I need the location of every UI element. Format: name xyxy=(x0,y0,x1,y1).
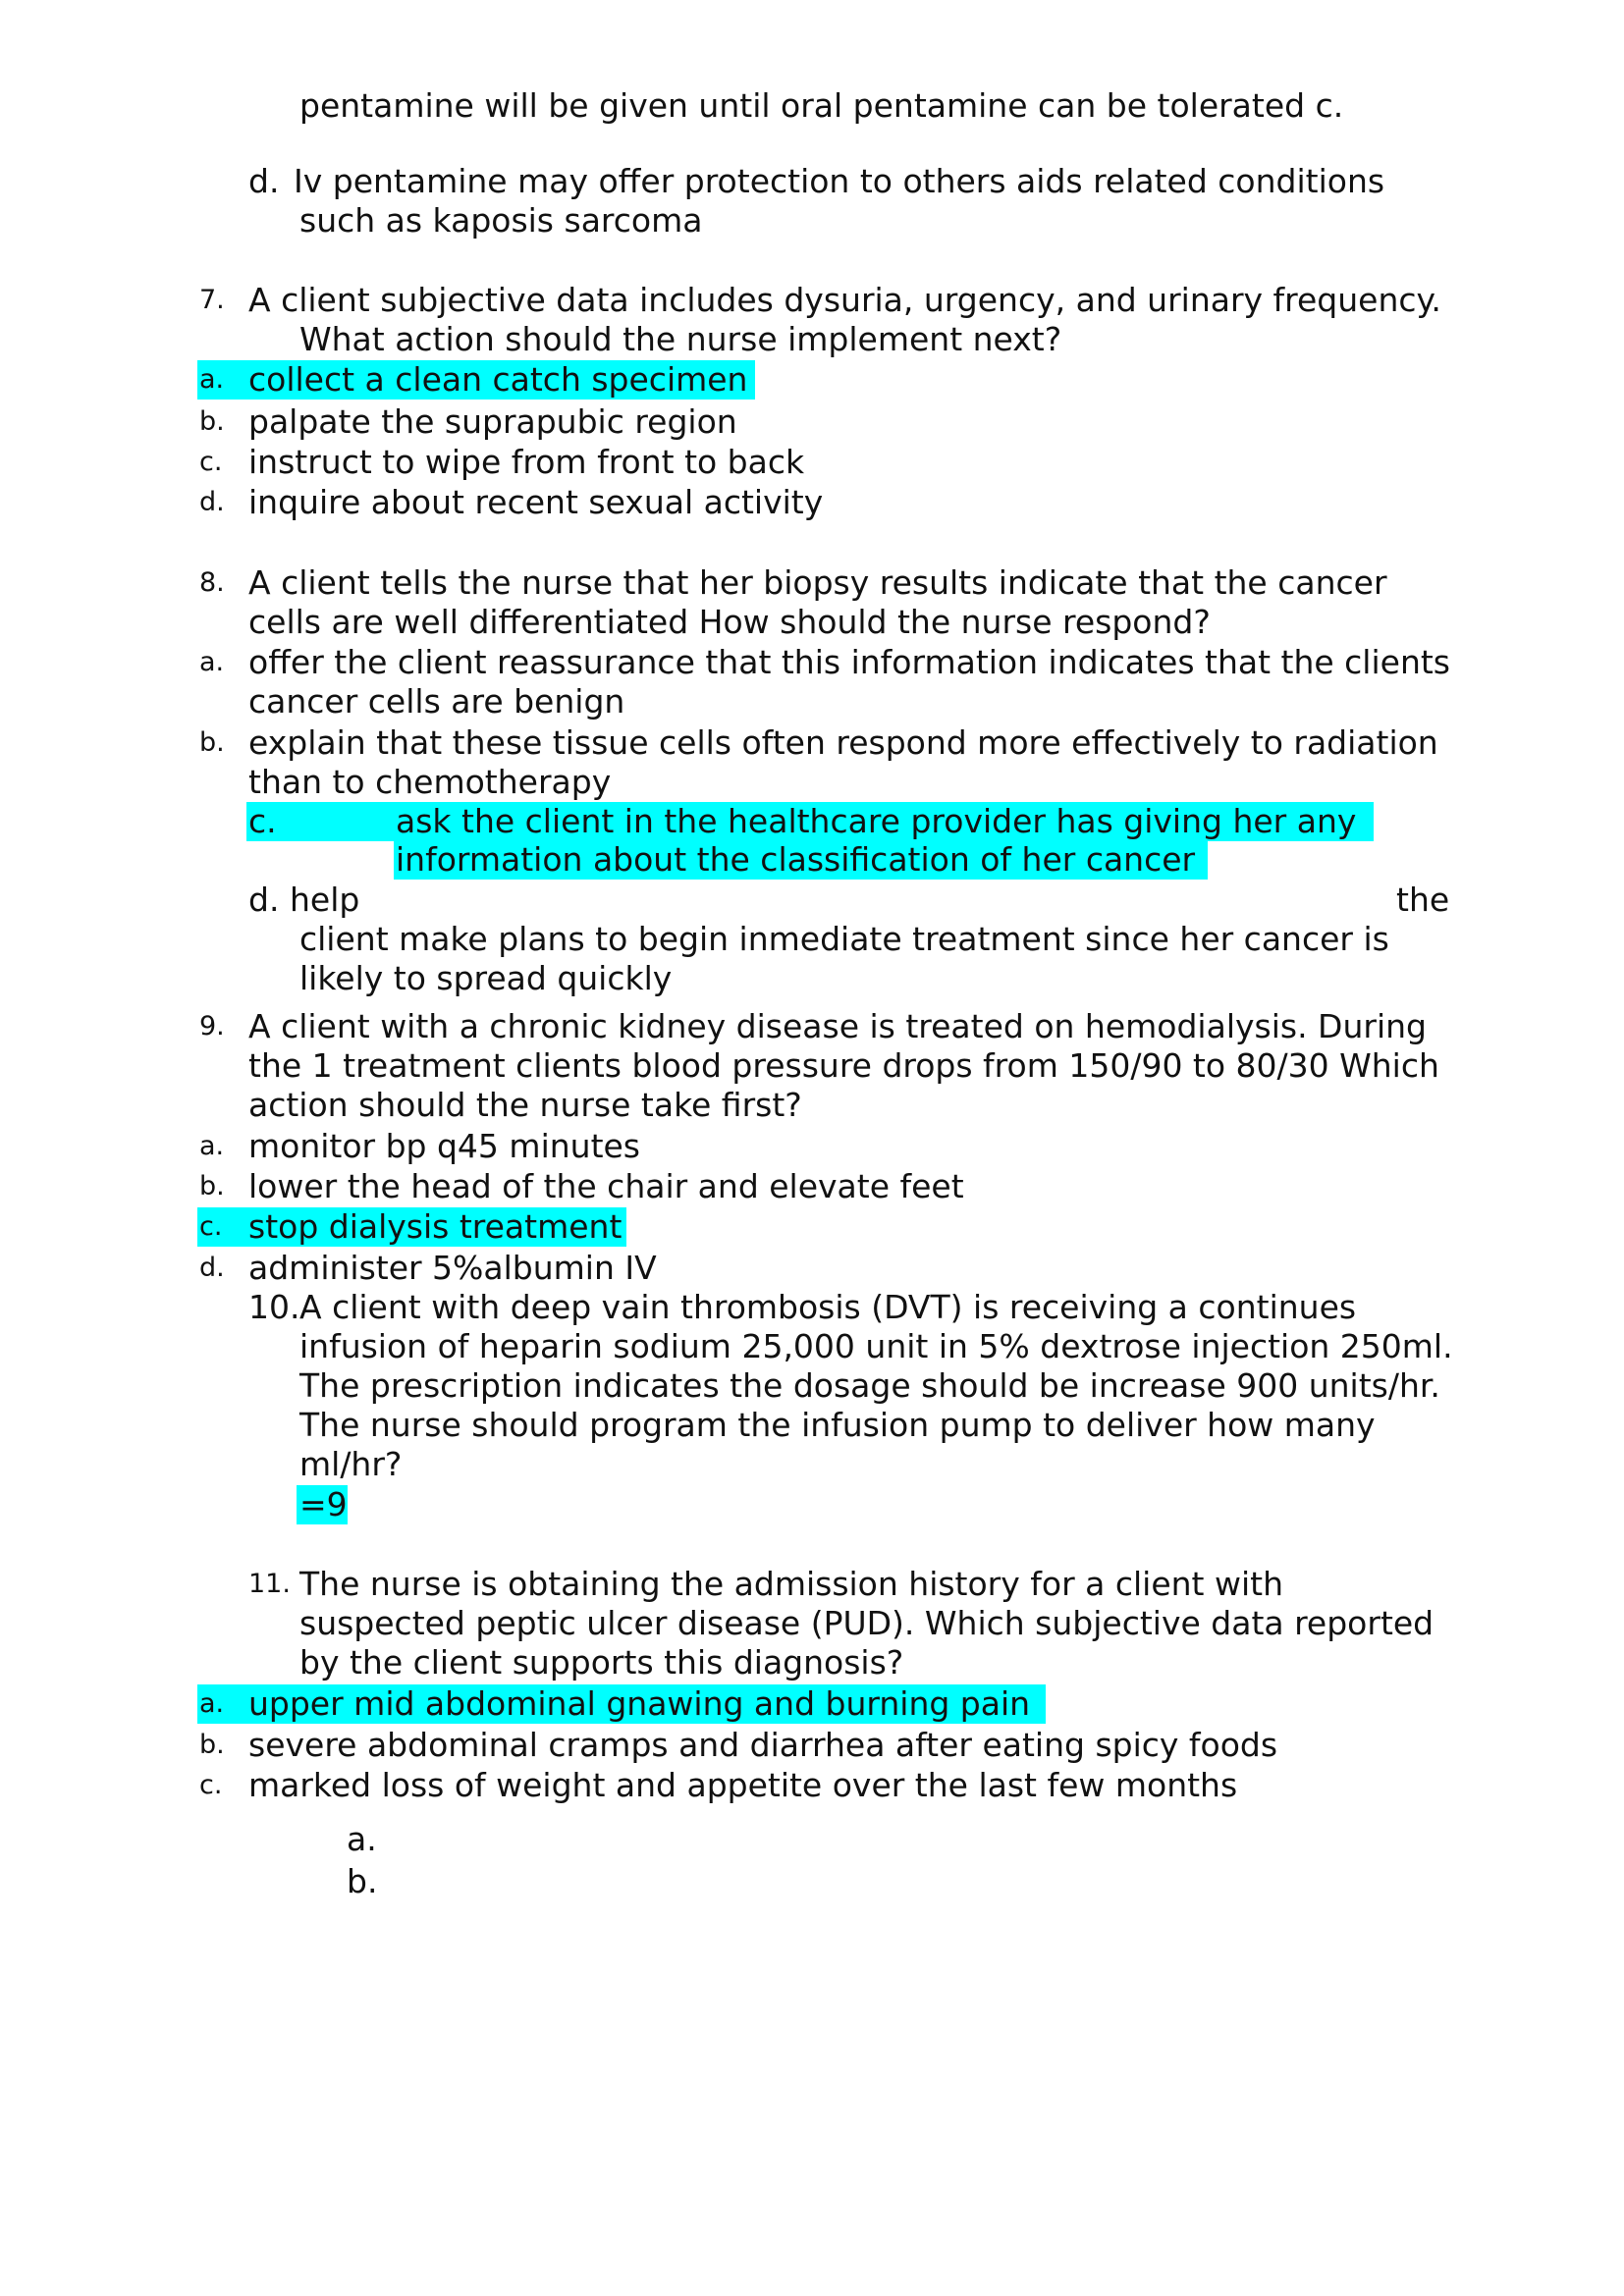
q8-option-b-label: b. xyxy=(199,727,225,758)
q7-stem-line2: What action should the nurse implement next? xyxy=(299,320,1062,358)
q11-stem-line3: by the client supports this diagnosis? xyxy=(299,1643,904,1682)
q11-stem-line1: The nurse is obtaining the admission history for a client with xyxy=(299,1565,1283,1603)
q9-option-c-label: c. xyxy=(199,1211,223,1242)
q8-option-b-line2: than to chemotherapy xyxy=(248,763,612,801)
q8-option-c-label: c. xyxy=(248,802,277,840)
q9-option-b-label: b. xyxy=(199,1171,225,1201)
q11-option-a: upper mid abdominal gnawing and burning pain xyxy=(248,1684,1031,1723)
intro-line: pentamine will be given until oral pentamine can be tolerated c. xyxy=(299,86,1344,125)
q10-stem-line2: infusion of heparin sodium 25,000 unit in 5% dextrose injection 250ml. xyxy=(299,1327,1453,1365)
q11-option-b: severe abdominal cramps and diarrhea after eating spicy foods xyxy=(248,1726,1278,1764)
q7-option-b-label: b. xyxy=(199,406,225,437)
q9-stem-line1: A client with a chronic kidney disease is treated on hemodialysis. During xyxy=(248,1007,1427,1045)
q11-stem-line2: suspected peptic ulcer disease (PUD). Which subjective data reported xyxy=(299,1604,1435,1642)
q8-option-d-word2: the xyxy=(1396,881,1450,919)
intro-option-d-line2: such as kaposis sarcoma xyxy=(299,201,703,240)
q9-option-c: stop dialysis treatment xyxy=(248,1207,623,1246)
intro-option-d-label: d. xyxy=(248,162,280,200)
q7-option-a-label: a. xyxy=(199,364,225,395)
q8-option-c-line1: ask the client in the healthcare provider has giving her any xyxy=(396,802,1357,840)
q9-number: 9. xyxy=(199,1011,225,1041)
q7-option-d: inquire about recent sexual activity xyxy=(248,483,824,521)
q9-option-d: administer 5%albumin IV xyxy=(248,1249,657,1287)
q11-option-b-label: b. xyxy=(199,1730,225,1760)
q10-stem-line1: A client with deep vain thrombosis (DVT) is receiving a continues xyxy=(299,1288,1357,1326)
q9-option-b: lower the head of the chair and elevate feet xyxy=(248,1167,964,1205)
q9-option-a-label: a. xyxy=(199,1131,225,1161)
q8-option-b-line1: explain that these tissue cells often respond more effectively to radiation xyxy=(248,723,1438,762)
q11-number: 11. xyxy=(248,1569,291,1599)
q7-number: 7. xyxy=(199,285,225,315)
q10-stem-line4: The nurse should program the infusion pump to deliver how many xyxy=(299,1406,1376,1444)
q11-extra-a-label: a. xyxy=(347,1820,377,1858)
q10-stem-line3: The prescription indicates the dosage should be increase 900 units/hr. xyxy=(299,1366,1440,1405)
q9-option-a: monitor bp q45 minutes xyxy=(248,1127,640,1165)
q8-number: 8. xyxy=(199,567,225,598)
q9-stem-line2: the 1 treatment clients blood pressure drops from 150/90 to 80/30 Which xyxy=(248,1046,1439,1085)
q10-answer: =9 xyxy=(299,1485,348,1523)
q8-option-d-line3: likely to spread quickly xyxy=(299,959,673,997)
q8-option-d-label: d. xyxy=(248,881,280,919)
q7-option-d-label: d. xyxy=(199,487,225,517)
q7-option-c-label: c. xyxy=(199,447,223,477)
q8-option-c-line2: information about the classification of her cancer xyxy=(396,840,1196,879)
q10-number: 10. xyxy=(248,1288,300,1326)
q9-option-d-label: d. xyxy=(199,1253,225,1283)
q10-stem-line5: ml/hr? xyxy=(299,1445,403,1483)
q11-option-a-label: a. xyxy=(199,1688,225,1719)
q8-stem-line1: A client tells the nurse that her biopsy results indicate that the cancer xyxy=(248,563,1387,602)
q8-stem-line2: cells are well differentiated How should the nurse respond? xyxy=(248,603,1211,641)
q11-extra-b-label: b. xyxy=(347,1862,378,1900)
q8-option-a-line1: offer the client reassurance that this information indicates that the clients xyxy=(248,643,1450,681)
intro-option-d-line1: Iv pentamine may offer protection to others aids related conditions xyxy=(294,162,1385,200)
q7-option-a: collect a clean catch specimen xyxy=(248,360,748,399)
q11-option-c-label: c. xyxy=(199,1770,223,1800)
q7-option-c: instruct to wipe from front to back xyxy=(248,443,805,481)
q8-option-a-line2: cancer cells are benign xyxy=(248,682,625,721)
q8-option-a-label: a. xyxy=(199,647,225,677)
q7-stem-line1: A client subjective data includes dysuria, urgency, and urinary frequency. xyxy=(248,281,1441,319)
q8-option-d-line2: client make plans to begin inmediate treatment since her cancer is xyxy=(299,920,1389,958)
q11-option-c: marked loss of weight and appetite over the last few months xyxy=(248,1766,1238,1804)
q8-option-d-word1: help xyxy=(290,881,360,919)
q9-stem-line3: action should the nurse take first? xyxy=(248,1086,802,1124)
q7-option-b: palpate the suprapubic region xyxy=(248,402,737,441)
